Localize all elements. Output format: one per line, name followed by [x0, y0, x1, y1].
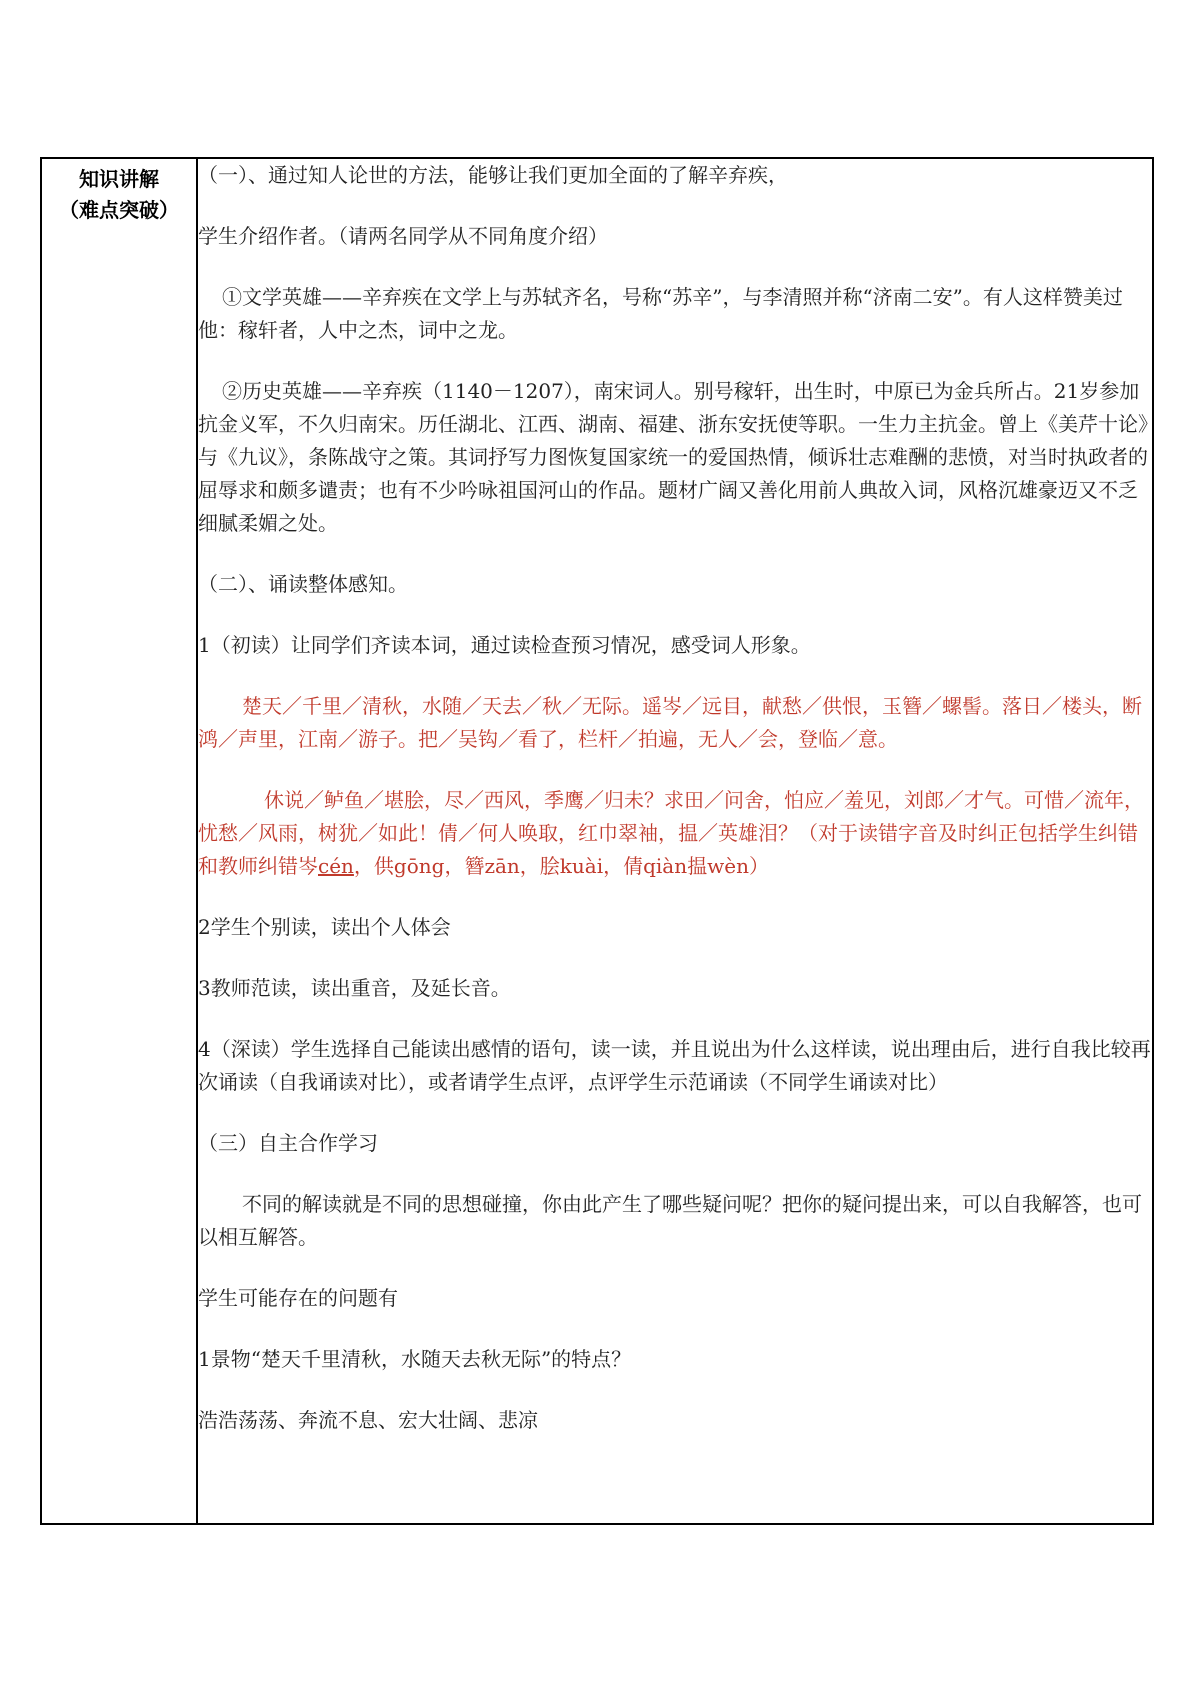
content-body	[198, 159, 1152, 1437]
paragraph-answer-one: 浩浩荡荡、奔流不息、宏大壮阔、悲凉	[198, 1408, 538, 1432]
paragraph-individual-reading: 2学生个别读，读出个人体会	[198, 915, 451, 939]
paragraph-poem-second-stanza	[198, 784, 1152, 883]
paragraph-first-reading: 1（初读）让同学们齐读本词，通过读检查预习情况，感受词人形象。	[198, 633, 811, 657]
paragraph-section-two-heading: （二）、诵读整体感知。	[198, 572, 408, 596]
paragraph-questions-prompt: 不同的解读就是不同的思想碰撞，你由此产生了哪些疑问呢？把你的疑问提出来，可以自我解答，也可以相互解答。	[198, 1192, 1142, 1249]
poem-second-stanza-text: 休说／鲈鱼／堪脍，尽／西风，季鹰／归未？求田／问舍，怕应／羞见，刘郎／才气。可惜／流年，忧愁／风雨，树犹／如此！倩／何人唤取，红巾翠袖，揾／英雄泪？（对于读错字音及时纠正包括学生纠错和教师纠错岑	[198, 788, 1144, 878]
paragraph-possible-questions: 学生可能存在的问题有	[198, 1286, 398, 1310]
pinyin-cen: cén	[318, 854, 354, 878]
section-label-cell	[41, 158, 197, 1524]
paragraph-section-three-heading: （三）自主合作学习	[198, 1131, 378, 1155]
content-cell	[197, 158, 1153, 1524]
paragraph-teacher-reading: 3教师范读，读出重音，及延长音。	[198, 976, 511, 1000]
section-label-line2: （难点突破）	[59, 198, 179, 222]
paragraph-student-intro: 学生介绍作者。（请两名同学从不同角度介绍）	[198, 224, 608, 248]
paragraph-literary-hero: ①文学英雄——辛弃疾在文学上与苏轼齐名，号称“苏辛”，与李清照并称“济南二安”。有人这样赞美过他：稼轩者，人中之杰，词中之龙。	[198, 285, 1123, 342]
section-label-line1: 知识讲解	[79, 167, 159, 191]
paragraph-question-one: 1景物“楚天千里清秋，水随天去秋无际”的特点？	[198, 1347, 632, 1371]
paragraph-historical-hero: ②历史英雄——辛弃疾（1140－1207），南宋词人。别号稼轩，出生时，中原已为金兵所占。21岁参加抗金义军，不久归南宋。历任湖北、江西、湖南、福建、浙东安抚使等职。一生力主抗金。曾上《美芹十论》与《九议》，条陈战守之策。其词抒写力图恢复国家统一的爱国热情，倾诉壮志难酬的悲愤，对当时执政者的屈辱求和颇多谴责；也有不少吟咏祖国河山的作品。题材广阔又善化用前人典故入词，风格沉雄豪迈又不乏细腻柔媚之处。	[198, 379, 1148, 535]
paragraph-poem-first-stanza: 楚天／千里／清秋，水随／天去／秋／无际。遥岑／远目，献愁／供恨，玉簪／螺髻。落日／楼头，断鸿／声里，江南／游子。把／吴钩／看了，栏杆／拍遍，无人／会，登临／意。	[198, 694, 1142, 751]
section-label	[42, 159, 196, 226]
pinyin-corrections: ，供gōng，簪zān，脍kuài，倩qiàn揾wèn）	[353, 854, 769, 878]
paragraph-deep-reading: 4（深读）学生选择自己能读出感情的语句，读一读，并且说出为什么这样读，说出理由后，进行自我比较再次诵读（自我诵读对比），或者请学生点评，点评学生示范诵读（不同学生诵读对比）	[198, 1037, 1151, 1094]
table-row	[41, 158, 1153, 1524]
paragraph-method-intro: （一）、通过知人论世的方法，能够让我们更加全面的了解辛弃疾，	[198, 163, 788, 187]
lesson-table	[40, 157, 1154, 1525]
